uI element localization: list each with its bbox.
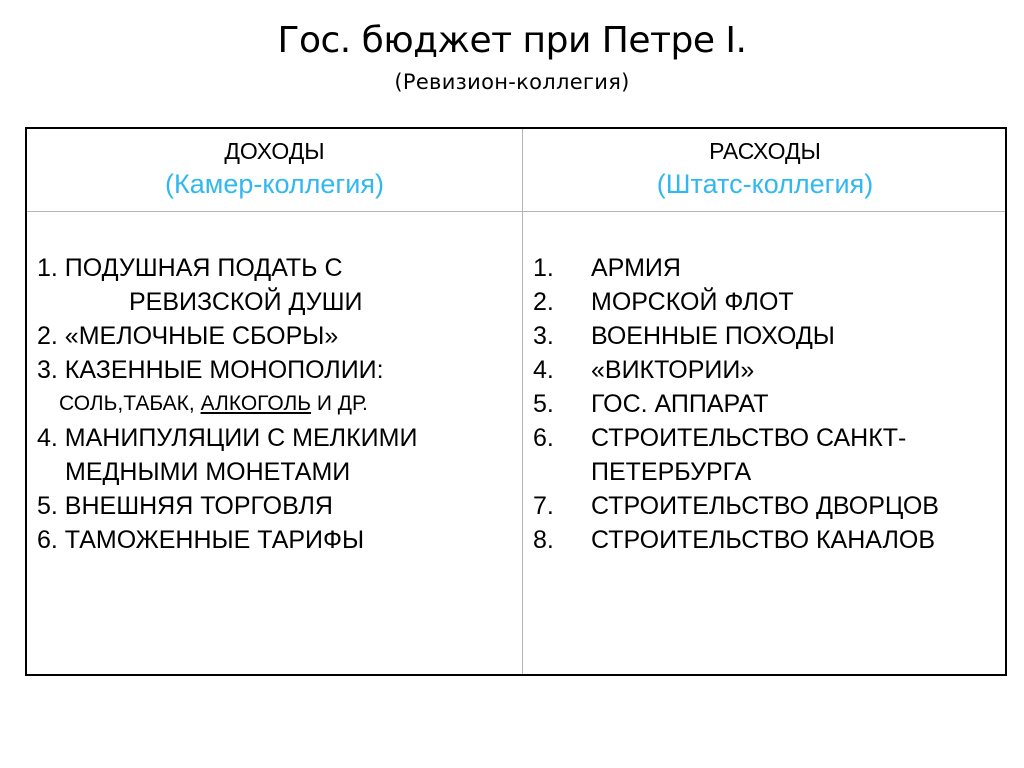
page-title: Гос. бюджет при Петре I. (277, 20, 747, 61)
income-item-3-detail (37, 387, 517, 421)
expense-number: 6. (533, 424, 554, 452)
expense-text: АРМИЯ (591, 254, 681, 282)
budget-table (25, 127, 1007, 676)
expense-item (533, 421, 1003, 455)
expense-number: 1. (533, 254, 554, 282)
expense-number: 4. (533, 356, 554, 384)
expense-item (533, 523, 1003, 557)
expense-item (533, 387, 1003, 421)
expense-item (533, 251, 1003, 285)
expense-text: СТРОИТЕЛЬСТВО САНКТ- (591, 424, 907, 452)
detail-etc: И ДР. (311, 392, 368, 415)
page-subtitle: (Ревизион-коллегия) (394, 70, 630, 94)
income-item-4-continued: МЕДНЫМИ МОНЕТАМИ (65, 458, 351, 486)
expense-item (533, 285, 1003, 319)
expense-text: ВОЕННЫЕ ПОХОДЫ (591, 322, 835, 350)
income-item-4: 4. МАНИПУЛЯЦИИ С МЕЛКИМИ (37, 424, 418, 452)
income-list (37, 251, 517, 557)
income-item-1: 1. ПОДУШНАЯ ПОДАТЬ С (37, 254, 343, 282)
expense-number: 3. (533, 322, 554, 350)
expense-text: ГОС. АППАРАТ (591, 390, 769, 418)
income-item-2: 2. «МЕЛОЧНЫЕ СБОРЫ» (37, 322, 339, 350)
expense-number: 8. (533, 526, 554, 554)
expense-item (533, 319, 1003, 353)
income-item-3: 3. КАЗЕННЫЕ МОНОПОЛИИ: (37, 356, 384, 384)
income-item-6: 6. ТАМОЖЕННЫЕ ТАРИФЫ (37, 526, 365, 554)
expense-text: МОРСКОЙ ФЛОТ (591, 288, 794, 316)
expense-number: 2. (533, 288, 554, 316)
income-item-1-continued: РЕВИЗСКОЙ ДУШИ (129, 288, 363, 316)
expense-number: 5. (533, 390, 554, 418)
expenses-subheading: (Штатс-коллегия) (656, 169, 874, 199)
expenses-list (533, 251, 1003, 557)
income-item-5: 5. ВНЕШНЯЯ ТОРГОВЛЯ (37, 492, 333, 520)
detail-salt-tobacco: СОЛЬ,ТАБАК, (59, 392, 201, 415)
income-heading: ДОХОДЫ (224, 138, 325, 164)
expense-item (533, 489, 1003, 523)
expense-text: СТРОИТЕЛЬСТВО КАНАЛОВ (591, 526, 936, 554)
expense-text: СТРОИТЕЛЬСТВО ДВОРЦОВ (591, 492, 939, 520)
income-header (27, 137, 522, 201)
header-divider (27, 211, 1005, 212)
expense-number: 7. (533, 492, 554, 520)
income-subheading: (Камер-коллегия) (165, 169, 384, 199)
expense-item (533, 353, 1003, 387)
expense-item-continued: ПЕТЕРБУРГА (591, 458, 752, 486)
expenses-header (523, 137, 1007, 201)
expenses-heading: РАСХОДЫ (709, 138, 821, 164)
expense-text: «ВИКТОРИИ» (591, 356, 755, 384)
detail-alcohol: АЛКОГОЛЬ (200, 392, 312, 415)
